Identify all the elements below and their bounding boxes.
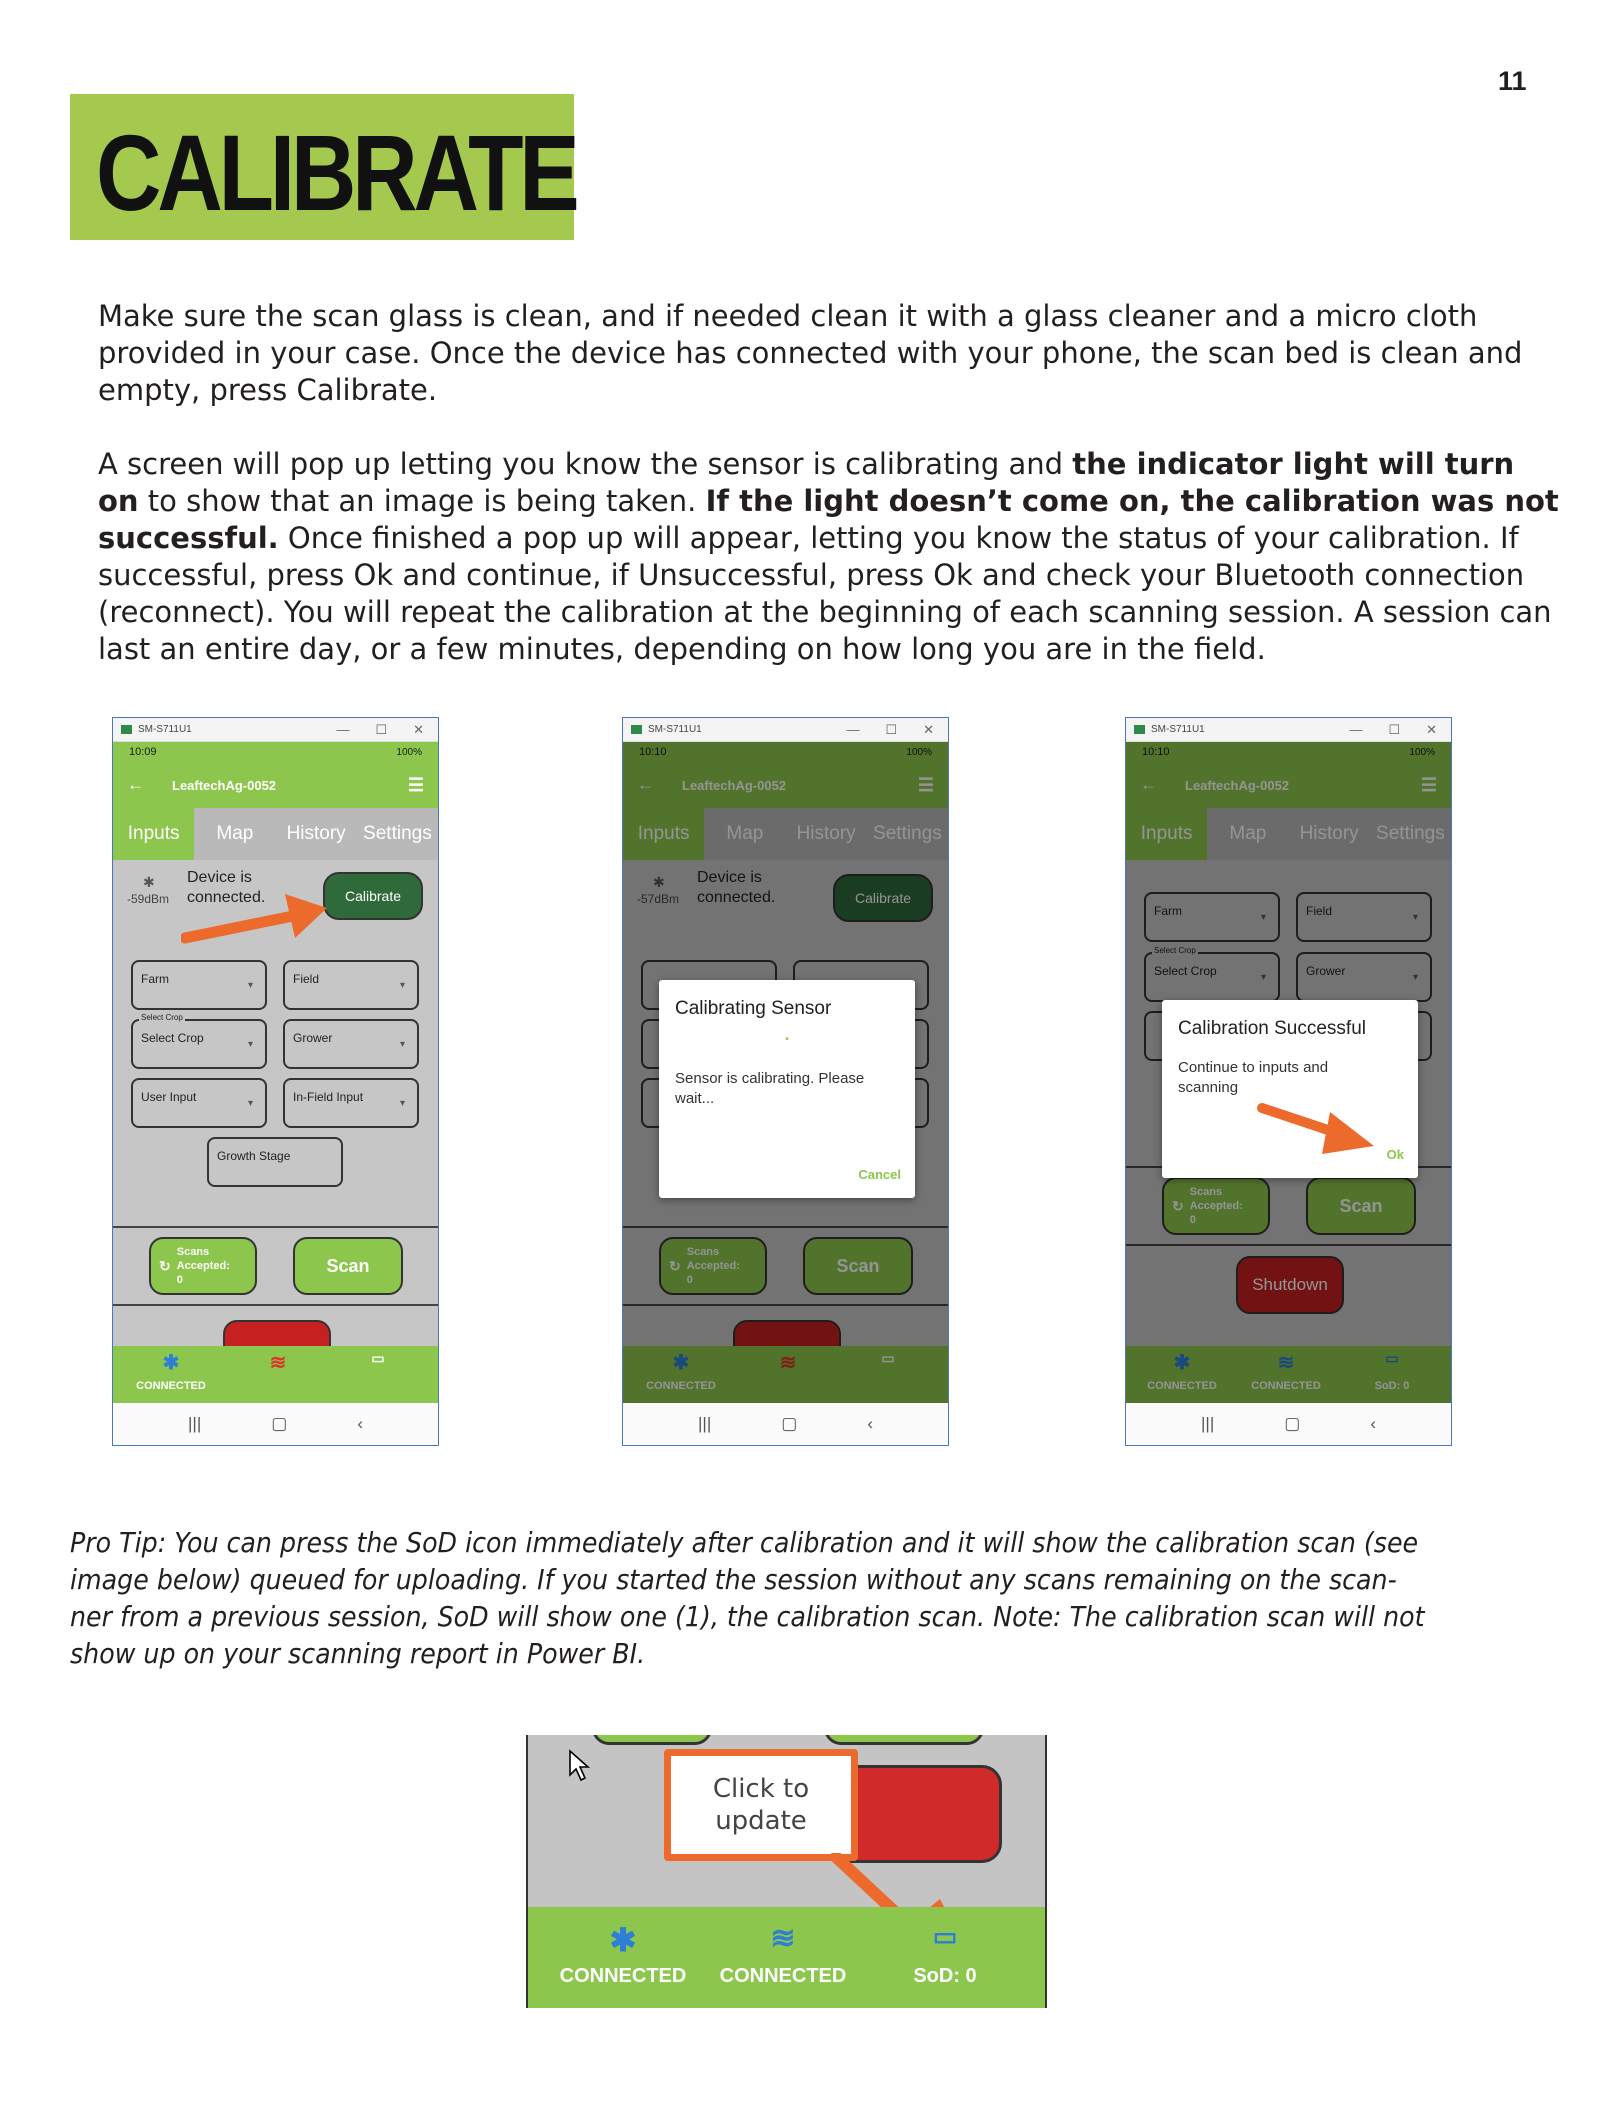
signal-strength: -57dBm [637, 892, 680, 906]
device-status: Device is connected. [697, 869, 776, 906]
app-title: LeaftechAg-0052 [1185, 777, 1290, 793]
tab-inputs[interactable]: Inputs [1126, 808, 1207, 860]
close-icon[interactable]: ✕ [923, 721, 934, 737]
calibration-paragraph [98, 446, 1559, 668]
back-icon[interactable]: ‹ [357, 1414, 363, 1433]
select-crop-dropdown[interactable] [131, 1019, 267, 1069]
divider [113, 1226, 438, 1228]
tab-history[interactable]: History [1299, 823, 1359, 844]
wifi-status-label: CONNECTED [719, 1965, 847, 1987]
field-dropdown[interactable] [283, 960, 419, 1010]
progress-indicator: • [785, 1034, 789, 1045]
paragraph-line [98, 520, 1519, 557]
chevron-down-icon: ▾ [247, 1098, 253, 1109]
chevron-down-icon: ▾ [1412, 912, 1418, 923]
select-crop-label: Select Crop [141, 1013, 183, 1022]
chevron-down-icon: ▾ [399, 1039, 405, 1050]
scans-accepted-text: Scans Accepted: 0 [1189, 1186, 1243, 1226]
signal-strength: -59dBm [127, 892, 170, 906]
callout-text: Click to update [712, 1774, 810, 1836]
paragraph-line: successful, press Ok and continue, if Unsuccessful, press Ok and check your Bluetooth connection [98, 558, 1525, 592]
select-crop-label: Select Crop [1154, 946, 1196, 955]
app-icon [1134, 725, 1145, 734]
pro-tip-line: image below) queued for uploading. If you started the session without any scans remaining on the scan- [70, 1564, 1397, 1596]
chevron-down-icon: ▾ [399, 1098, 405, 1109]
android-nav-bar [623, 1403, 948, 1445]
scan-button[interactable]: Scan [293, 1237, 403, 1295]
sod-label: SoD: 0 [1374, 1380, 1410, 1392]
field-label: Field [293, 972, 320, 986]
status-battery: 100% [1409, 746, 1435, 758]
bluetooth-status[interactable] [558, 1921, 688, 1988]
bluetooth-icon: ✱ [1173, 1352, 1191, 1374]
intro-line: Make sure the scan glass is clean, and if needed clean it with a glass cleaner and a micro cloth [98, 299, 1478, 333]
tab-settings[interactable]: Settings [363, 823, 432, 844]
app-icon [631, 725, 642, 734]
bluetooth-icon: ✱ [609, 1922, 637, 1958]
bold-run: successful. [98, 521, 279, 555]
scans-accepted-text: Scans Accepted: 0 [686, 1246, 740, 1286]
phone-screenshot-calibration-successful [1125, 717, 1452, 1446]
bluetooth-icon: ✱ [143, 874, 155, 890]
home-icon[interactable]: ▢ [271, 1414, 288, 1433]
back-icon[interactable]: ‹ [867, 1414, 873, 1433]
home-icon[interactable]: ▢ [1284, 1414, 1301, 1433]
status-bar [113, 742, 438, 762]
user-input-label: User Input [141, 1090, 197, 1104]
scans-accepted-text: Scans Accepted: 0 [176, 1246, 230, 1286]
cancel-button[interactable]: Cancel [858, 1167, 901, 1182]
tab-settings[interactable]: Settings [1376, 823, 1445, 844]
tab-map[interactable]: Map [216, 823, 254, 844]
bottom-status-bar [113, 1346, 438, 1403]
paragraph-line: last an entire day, or a few minutes, depending on how long you are in the field. [98, 632, 1266, 666]
scan-button-edge [824, 1735, 984, 1745]
bold-run: on [98, 484, 139, 518]
chevron-down-icon: ▾ [399, 980, 405, 991]
paragraph-line [98, 446, 1515, 483]
select-crop-value: Select Crop [1154, 964, 1217, 978]
pro-tip-line: Pro Tip: You can press the SoD icon immediately after calibration and it will show the calibration scan (see [70, 1527, 1419, 1559]
growth-stage-field[interactable] [207, 1137, 343, 1187]
tab-bar [113, 808, 438, 860]
app-bar [113, 762, 438, 808]
recents-icon[interactable]: ||| [1201, 1414, 1215, 1433]
intro-line: empty, press Calibrate. [98, 373, 438, 407]
tab-inputs[interactable]: Inputs [113, 808, 194, 860]
cursor-icon [568, 1749, 592, 1783]
home-icon[interactable]: ▢ [781, 1414, 798, 1433]
bluetooth-status[interactable] [131, 1350, 211, 1392]
window-title: SM-S711U1 [138, 724, 192, 735]
wifi-off-icon: ≋ [779, 1352, 797, 1374]
chevron-down-icon: ▾ [1260, 912, 1266, 923]
sod-label: SoD: 0 [913, 1965, 977, 1987]
field-label: Field [1306, 904, 1333, 918]
status-time: 10:09 [129, 746, 157, 758]
tab-history[interactable]: History [796, 823, 856, 844]
menu-icon[interactable]: ☰ [407, 774, 424, 795]
shutdown-button[interactable]: Shutdown [1236, 1256, 1344, 1314]
sod-icon: ▭ [881, 1350, 895, 1366]
calibrating-dialog [659, 980, 915, 1198]
bluetooth-icon: ✱ [672, 1352, 690, 1374]
back-arrow-icon[interactable]: ← [127, 775, 144, 794]
tab-settings[interactable]: Settings [873, 823, 942, 844]
maximize-icon[interactable]: ☐ [885, 721, 898, 737]
callout-box [664, 1749, 858, 1861]
menu-icon[interactable]: ☰ [1420, 774, 1437, 795]
chevron-down-icon: ▾ [1412, 972, 1418, 983]
refresh-icon: ↻ [669, 1257, 681, 1274]
pro-tip [70, 1525, 1425, 1673]
wifi-off-icon: ≋ [269, 1352, 287, 1374]
status-battery: 100% [396, 746, 422, 758]
sod-icon: ▭ [1385, 1350, 1399, 1366]
scans-accepted-badge [149, 1237, 257, 1295]
in-field-input-label: In-Field Input [293, 1090, 364, 1104]
menu-icon[interactable]: ☰ [917, 774, 934, 795]
tab-inputs[interactable]: Inputs [623, 808, 704, 860]
window-title: SM-S711U1 [648, 724, 702, 735]
bluetooth-icon: ✱ [162, 1352, 180, 1374]
back-arrow-icon[interactable]: ← [1140, 775, 1157, 794]
bluetooth-status-label: CONNECTED [559, 1965, 687, 1987]
close-icon[interactable]: ✕ [413, 721, 424, 737]
window-titlebar [113, 718, 438, 742]
tab-history[interactable]: History [286, 823, 346, 844]
text-run: Once finished a pop up will appear, letting you know the status of your calibration. If [278, 521, 1519, 555]
minimize-icon[interactable]: — [1349, 721, 1363, 737]
window-titlebar [1126, 718, 1451, 742]
chevron-down-icon: ▾ [247, 1039, 253, 1050]
minimize-icon[interactable]: — [846, 721, 860, 737]
status-battery: 100% [906, 746, 932, 758]
app-icon [121, 725, 132, 734]
paragraph-line: (reconnect). You will repeat the calibration at the beginning of each scanning session. A session can [98, 595, 1552, 629]
inputs-content [113, 860, 438, 1348]
wifi-icon: ≋ [1277, 1352, 1295, 1374]
text-run: A screen will pop up letting you know the sensor is calibrating and [98, 447, 1073, 481]
phone-screenshot-calibrate [112, 717, 439, 1446]
scan-button-edge [592, 1735, 712, 1745]
sod-icon: ▭ [932, 1921, 958, 1951]
dialog-title: Calibration Successful [1178, 1018, 1366, 1039]
in-field-input-dropdown[interactable] [283, 1078, 419, 1128]
tab-map[interactable]: Map [726, 823, 764, 844]
select-crop-value: Select Crop [141, 1031, 204, 1045]
recents-icon[interactable]: ||| [188, 1414, 202, 1433]
maximize-icon[interactable]: ☐ [375, 721, 388, 737]
app-title: LeaftechAg-0052 [172, 777, 277, 793]
chevron-down-icon: ▾ [1260, 972, 1266, 983]
ok-button[interactable]: Ok [1386, 1147, 1404, 1162]
farm-dropdown[interactable] [131, 960, 267, 1010]
farm-label: Farm [1154, 904, 1182, 918]
refresh-icon: ↻ [159, 1257, 171, 1274]
orange-arrow [1256, 1100, 1376, 1160]
bold-run: If the light doesn’t come on, the calibration was not [705, 484, 1559, 518]
android-nav-bar [1126, 1403, 1451, 1445]
refresh-icon: ↻ [1172, 1197, 1184, 1214]
intro-line: provided in your case. Once the device has connected with your phone, the scan bed is clean and [98, 336, 1523, 370]
sod-zoom-screenshot [526, 1735, 1047, 2008]
back-arrow-icon[interactable]: ← [637, 775, 654, 794]
text-run: to show that an image is being taken. [138, 484, 706, 518]
close-icon[interactable]: ✕ [1426, 721, 1437, 737]
wifi-status[interactable] [263, 1350, 293, 1380]
sod-status[interactable] [363, 1350, 393, 1380]
maximize-icon[interactable]: ☐ [1388, 721, 1401, 737]
chevron-down-icon: ▾ [247, 980, 253, 991]
tab-map[interactable]: Map [1229, 823, 1267, 844]
phone-screenshot-calibrating [622, 717, 949, 1446]
dialog-title: Calibrating Sensor [675, 998, 832, 1019]
pro-tip-line: show up on your scanning report in Power BI. [70, 1638, 646, 1670]
calibrate-button[interactable]: Calibrate [833, 874, 933, 922]
bluetooth-status-label: CONNECTED [1147, 1380, 1217, 1392]
grower-label: Grower [1306, 964, 1346, 978]
sod-status[interactable] [880, 1921, 1010, 1988]
paragraph-line [98, 483, 1559, 520]
grower-label: Grower [293, 1031, 333, 1045]
status-time: 10:10 [639, 746, 667, 758]
dialog-message: Sensor is calibrating. Please wait... [675, 1070, 865, 1107]
recents-icon[interactable]: ||| [698, 1414, 712, 1433]
bottom-status-bar [528, 1907, 1045, 2008]
divider [113, 1304, 438, 1306]
orange-arrow [181, 886, 331, 946]
bluetooth-icon: ✱ [653, 874, 665, 890]
scan-button[interactable]: Scan [1306, 1177, 1416, 1235]
growth-stage-label: Growth Stage [217, 1149, 291, 1163]
bold-run: the indicator light will turn [1072, 447, 1515, 481]
back-icon[interactable]: ‹ [1370, 1414, 1376, 1433]
farm-label: Farm [141, 972, 169, 986]
app-title: LeaftechAg-0052 [682, 777, 787, 793]
status-time: 10:10 [1142, 746, 1170, 758]
grower-dropdown[interactable] [283, 1019, 419, 1069]
minimize-icon[interactable]: — [336, 721, 350, 737]
wifi-status-label: CONNECTED [1251, 1380, 1321, 1392]
bluetooth-status-label: CONNECTED [136, 1380, 206, 1392]
intro-paragraph [98, 298, 1523, 409]
wifi-status[interactable] [718, 1921, 848, 1988]
sod-icon: ▭ [371, 1350, 385, 1366]
window-titlebar [623, 718, 948, 742]
page-number: 11 [1498, 66, 1527, 96]
device-status: Device is connected. [187, 869, 266, 906]
dialog-message: Continue to inputs and scanning [1178, 1059, 1329, 1096]
window-title: SM-S711U1 [1151, 724, 1205, 735]
scan-button[interactable]: Scan [803, 1237, 913, 1295]
pro-tip-line: ner from a previous session, SoD will show one (1), the calibration scan. Note: The calibration scan will not [70, 1601, 1425, 1633]
title-banner [70, 94, 574, 240]
android-nav-bar [113, 1403, 438, 1445]
bluetooth-status-label: CONNECTED [646, 1380, 716, 1392]
wifi-icon: ≋ [770, 1922, 796, 1955]
calibrate-button[interactable]: Calibrate [323, 872, 423, 920]
page-title: CALIBRATE [96, 112, 576, 233]
user-input-dropdown[interactable] [131, 1078, 267, 1128]
